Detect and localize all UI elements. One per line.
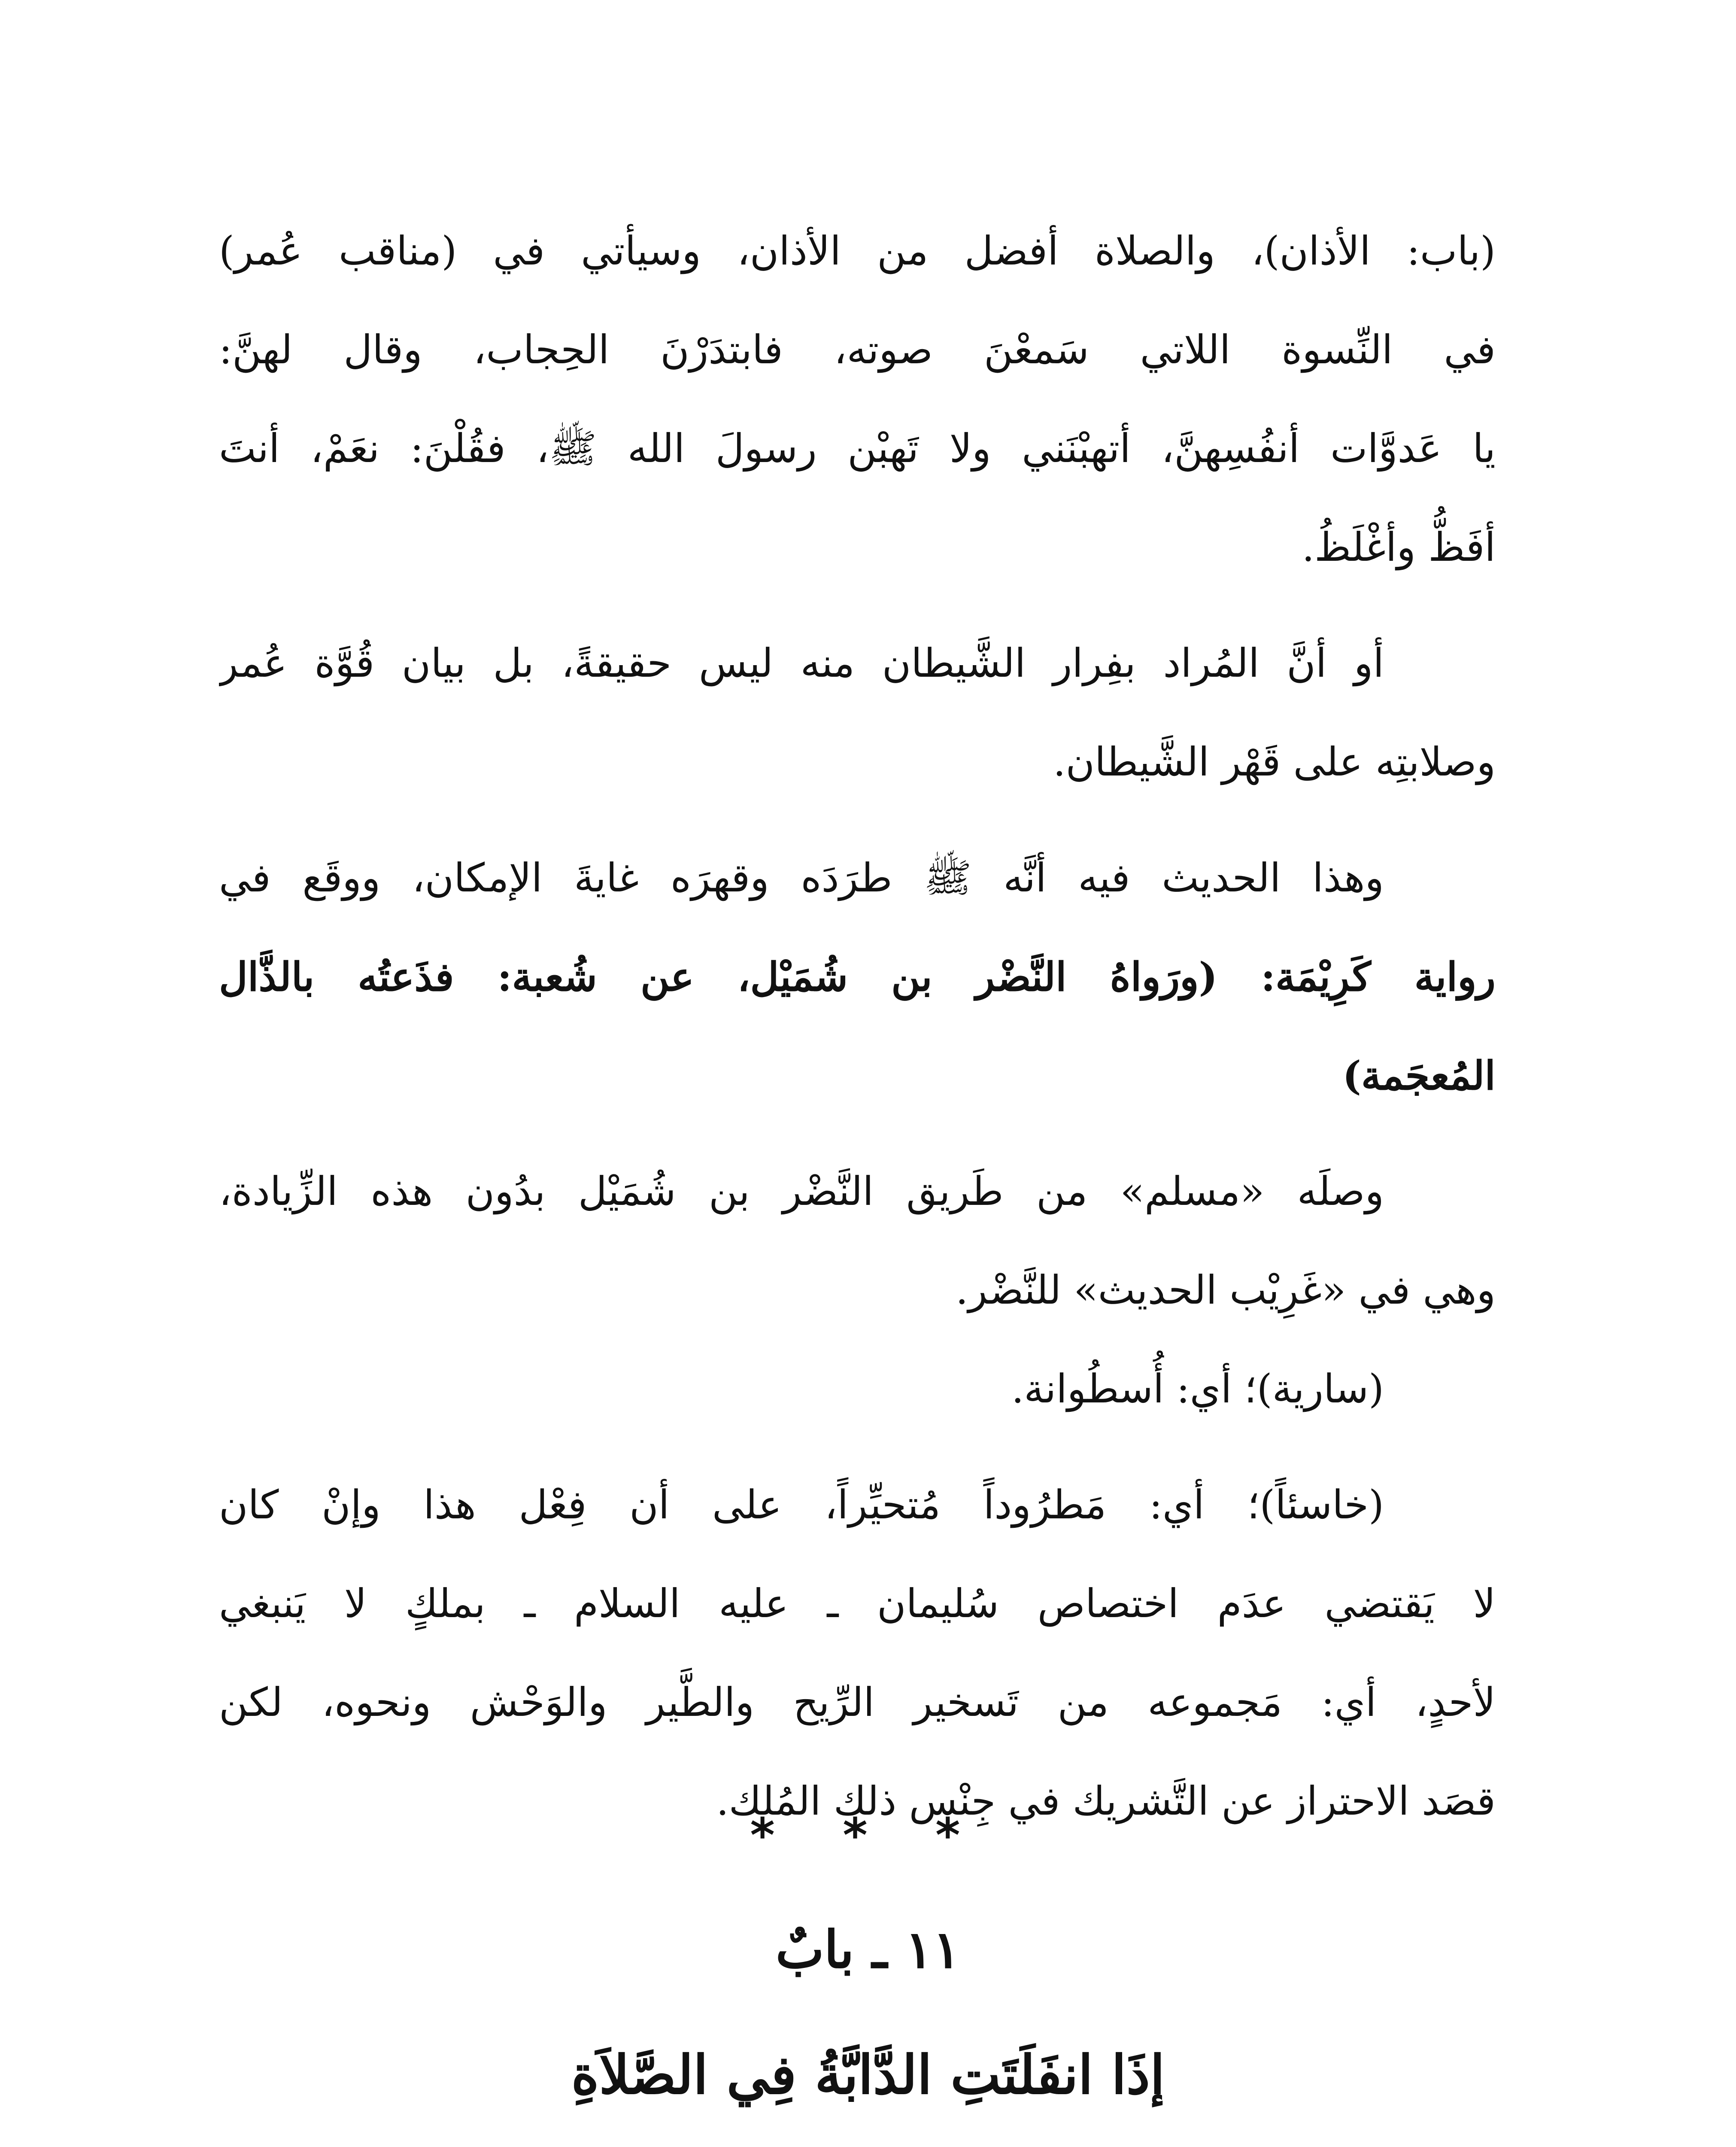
paragraph [219, 614, 1496, 812]
text-line: وصلَه «مسلم» من طَريق النَّضْر بن شُمَيْل بدُون هذه الزِّيادة، [219, 1168, 1384, 1214]
text-line: لأحدٍ، أي: مَجموعه من تَسخير الرِّيح والطَّير والوَحْش ونحوه، لكن [219, 1679, 1496, 1725]
text-line: وهذا الحديث فيه أنَّه ﷺ طرَدَه وقهرَه غايةَ الإمكان، ووقَع في [219, 855, 1384, 901]
text-line: قصَد الاحتراز عن التَّشريك في جِنْس ذلك المُلك. [716, 1778, 1496, 1824]
paragraph [219, 1456, 1496, 1851]
chapter-number: ١١ ـ بابٌ [775, 1919, 961, 1980]
chapter-title: إذَا انفَلَتَتِ الدَّابَّةُ فِي الصَّلاَةِ [571, 2044, 1165, 2106]
text-line: يا عَدوَّات أنفُسِهنَّ، أتهبْنَني ولا تَهبْن رسولَ الله ﷺ، فقُلْنَ: نعَمْ، أنتَ [219, 426, 1496, 471]
text-line: وصلابتِه على قَهْر الشَّيطان. [1053, 739, 1496, 785]
paragraph-gap [219, 1438, 1496, 1456]
text-line: المُعجَمة) [1342, 1052, 1496, 1099]
text-line: أو أنَّ المُراد بفِرار الشَّيطان منه ليس حقيقةً، بل بيان قُوَّة عُمر [219, 640, 1384, 686]
text-line: رواية كَرِيْمَة: (ورَواهُ النَّضْر بن شُمَيْل، عن شُعبة: فذَعتُه بالذَّال [219, 954, 1496, 1000]
section-separator: * * * [750, 1808, 986, 1863]
paragraph [219, 1340, 1496, 1438]
text-line: أفَظُّ وأغْلَظُ. [1302, 524, 1496, 570]
text-line: (خاسئاً)؛ أي: مَطرُوداً مُتحيِّراً، على أن فِعْل هذا وإنْ كان [219, 1482, 1384, 1528]
text-line: وهي في «غَرِيْب الحديث» للنَّضْر. [956, 1267, 1496, 1313]
paragraph-gap [219, 812, 1496, 829]
text-line: (سارية)؛ أي: أُسطُوانة. [1011, 1366, 1384, 1412]
paragraph-gap [219, 597, 1496, 614]
text-line: في النِّسوة اللاتي سَمعْنَ صوته، فابتدَرْنَ الحِجاب، وقال لهنَّ: [219, 327, 1496, 373]
text-line: (باب: الأذان)، والصلاة أفضل من الأذان، وسيأتي في (مناقب عُمر) [219, 228, 1496, 274]
text-line: لا يَقتضي عدَم اختصاص سُليمان ـ عليه السلام ـ بملكٍ لا يَنبغي [219, 1581, 1496, 1627]
body-text [219, 202, 1496, 1851]
paragraph [219, 829, 1496, 1125]
paragraph [219, 202, 1496, 597]
paragraph-gap [219, 1125, 1496, 1142]
paragraph [219, 1142, 1496, 1340]
